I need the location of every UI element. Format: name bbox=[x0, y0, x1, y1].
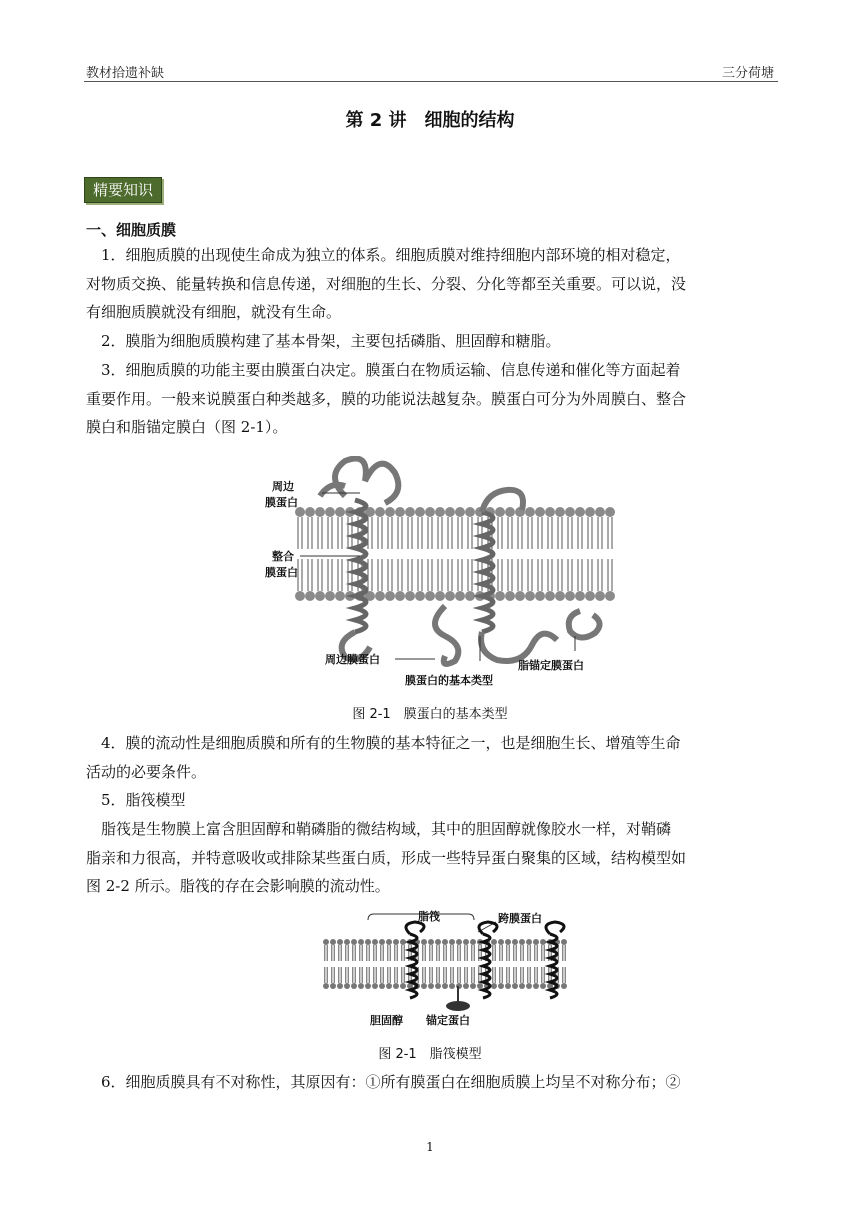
text-line: 1．细胞质膜的出现使生命成为独立的体系。细胞质膜对维持细胞内部环境的相对稳定， bbox=[86, 246, 681, 264]
text-line: 图 2-2 所示。脂筏的存在会影响膜的流动性。 bbox=[86, 877, 390, 895]
label-anchored: 锚定蛋白 bbox=[426, 1014, 470, 1027]
paragraph-1 bbox=[86, 241, 778, 327]
text-line: 脂亲和力很高，并特意吸收或排除某些蛋白质，形成一些特异蛋白聚集的区域，结构模型如 bbox=[86, 848, 687, 867]
page-number: 1 bbox=[426, 1140, 434, 1154]
figure-caption: 图 2-1 脂筏模型 bbox=[378, 1047, 482, 1062]
text-line: 活动的必要条件。 bbox=[86, 762, 207, 781]
header-right: 三分荷塘 bbox=[721, 66, 774, 81]
text-line: 脂筏是生物膜上富含胆固醇和鞘磷脂的微结构域，其中的胆固醇就像胶水一样，对鞘磷 bbox=[86, 820, 672, 838]
text-line: 3．细胞质膜的功能主要由膜蛋白决定。膜蛋白在物质运输、信息传递和催化等方面起着 bbox=[86, 361, 681, 379]
lipid-bilayer bbox=[295, 507, 615, 601]
integral-protein-helix bbox=[335, 459, 398, 660]
label-peripheral-top: 膜蛋白 bbox=[265, 496, 298, 509]
lipid-raft-figure bbox=[318, 906, 578, 1032]
header-left: 教材拾遗补缺 bbox=[86, 66, 165, 81]
membrane-protein-figure bbox=[250, 456, 620, 692]
paragraph-4 bbox=[86, 729, 778, 786]
text-line: 膜白和脂锚定膜白（图 2-1）。 bbox=[86, 418, 288, 436]
anchored-protein bbox=[446, 1001, 470, 1011]
paragraph-2 bbox=[86, 327, 778, 356]
text-line: 对物质交换、能量转换和信息传递，对细胞的生长、分裂、分化等都至关重要。可以说，没 bbox=[86, 274, 687, 293]
header-rule bbox=[84, 81, 778, 82]
label-lipid-anchored: 脂锚定膜蛋白 bbox=[518, 659, 584, 672]
page-title: 第 2 讲 细胞的结构 bbox=[345, 110, 515, 131]
paragraph-6 bbox=[86, 1068, 778, 1097]
text-line: 2．膜脂为细胞质膜构建了基本骨架，主要包括磷脂、胆固醇和糖脂。 bbox=[86, 332, 561, 350]
paragraph-3 bbox=[86, 356, 778, 442]
figure-inner-title: 膜蛋白的基本类型 bbox=[405, 674, 493, 687]
text-line: 有细胞质膜就没有细胞，就没有生命。 bbox=[86, 303, 342, 321]
lipid-bilayer bbox=[323, 939, 567, 989]
label-peripheral-bottom: 周边膜蛋白 bbox=[325, 653, 380, 666]
text-line: 重要作用。一般来说膜蛋白种类越多，膜的功能说法越复杂。膜蛋白可分为外周膜白、整合 bbox=[86, 389, 687, 408]
section-badge: 精要知识 bbox=[84, 177, 162, 203]
label-raft: 脂筏 bbox=[418, 910, 440, 923]
text-line: 5．脂筏模型 bbox=[86, 791, 186, 809]
label-cholesterol: 胆固醇 bbox=[370, 1014, 403, 1027]
figure-caption: 图 2-1 膜蛋白的基本类型 bbox=[352, 707, 508, 722]
label-peripheral-top: 周边 bbox=[272, 480, 294, 493]
paragraph-5-title bbox=[86, 786, 778, 815]
label-transmembrane: 跨膜蛋白 bbox=[498, 912, 542, 925]
peripheral-protein-bottom bbox=[435, 606, 458, 664]
label-integral: 整合 bbox=[272, 550, 294, 563]
section-heading: 一、细胞质膜 bbox=[86, 221, 177, 239]
paragraph-5 bbox=[86, 815, 778, 901]
lipid-anchored-protein bbox=[569, 611, 600, 638]
text-line: 4．膜的流动性是细胞质膜和所有的生物膜的基本特征之一，也是细胞生长、增殖等生命 bbox=[86, 734, 681, 752]
text-line: 6．细胞质膜具有不对称性，其原因有：①所有膜蛋白在细胞质膜上均呈不对称分布；② bbox=[86, 1073, 681, 1091]
label-integral: 膜蛋白 bbox=[265, 566, 298, 579]
